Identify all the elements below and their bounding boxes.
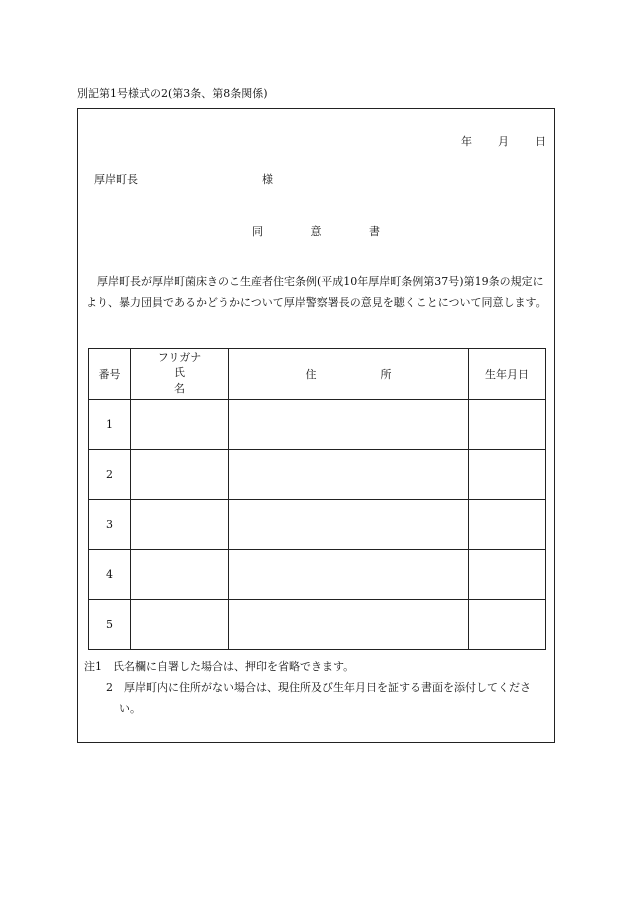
row-number: 1 (89, 400, 131, 450)
document-title (78, 223, 554, 239)
address-cell[interactable] (229, 400, 469, 450)
form-designation: 別記第1号様式の2(第3条、第8条関係) (77, 87, 268, 100)
consent-form-frame (77, 108, 555, 743)
row-number: 5 (89, 600, 131, 650)
consent-statement: 厚岸町長が厚岸町菌床きのこ生産者住宅条例(平成10年厚岸町条例第37号)第19条の規定により、暴力団員であるかどうかについて厚岸警察署長の意見を聴くことについて同意します。 (86, 275, 547, 309)
name-cell[interactable] (131, 450, 229, 500)
note-2: 2 厚岸町内に住所がない場合は、現住所及び生年月日を証する書面を添付してください。 (106, 681, 531, 715)
table-row (89, 400, 546, 450)
title-char-1: 同 (252, 225, 263, 238)
consenter-table (88, 348, 546, 650)
birthdate-cell[interactable] (469, 450, 546, 500)
birthdate-cell[interactable] (469, 500, 546, 550)
addressee-name: 厚岸町長 (94, 173, 138, 186)
name-cell[interactable] (131, 600, 229, 650)
header-name (131, 349, 232, 400)
table-row (89, 600, 546, 650)
table-row (89, 450, 546, 500)
address-cell[interactable] (229, 550, 469, 600)
table-header-row (89, 349, 546, 400)
birthdate-cell[interactable] (469, 550, 546, 600)
name-cell[interactable] (131, 500, 229, 550)
header-name-label: 氏 名 (174, 366, 232, 395)
row-number: 2 (89, 450, 131, 500)
row-number: 4 (89, 550, 131, 600)
row-number: 3 (89, 500, 131, 550)
note-1: 注1 氏名欄に自署した場合は、押印を省略できます。 (84, 660, 355, 673)
header-birthdate: 生年月日 (469, 349, 546, 400)
header-address (229, 349, 469, 400)
date-day-label: 日 (535, 135, 546, 148)
title-char-2: 意 (310, 225, 322, 238)
birthdate-cell[interactable] (469, 400, 546, 450)
header-address-char-1: 住 (305, 368, 317, 381)
name-cell[interactable] (131, 400, 229, 450)
header-furigana: フリガナ (157, 351, 202, 364)
name-cell[interactable] (131, 550, 229, 600)
address-cell[interactable] (229, 600, 469, 650)
date-year-label: 年 (461, 135, 472, 148)
birthdate-cell[interactable] (469, 600, 546, 650)
header-address-char-2: 所 (380, 368, 392, 381)
address-cell[interactable] (229, 500, 469, 550)
table-row (89, 550, 546, 600)
address-cell[interactable] (229, 450, 469, 500)
date-line (461, 133, 546, 149)
date-month-label: 月 (498, 135, 509, 148)
addressee-honorific: 様 (262, 173, 273, 186)
notes (84, 656, 549, 719)
header-number: 番号 (89, 349, 131, 400)
title-char-3: 書 (369, 225, 380, 238)
table-row (89, 500, 546, 550)
